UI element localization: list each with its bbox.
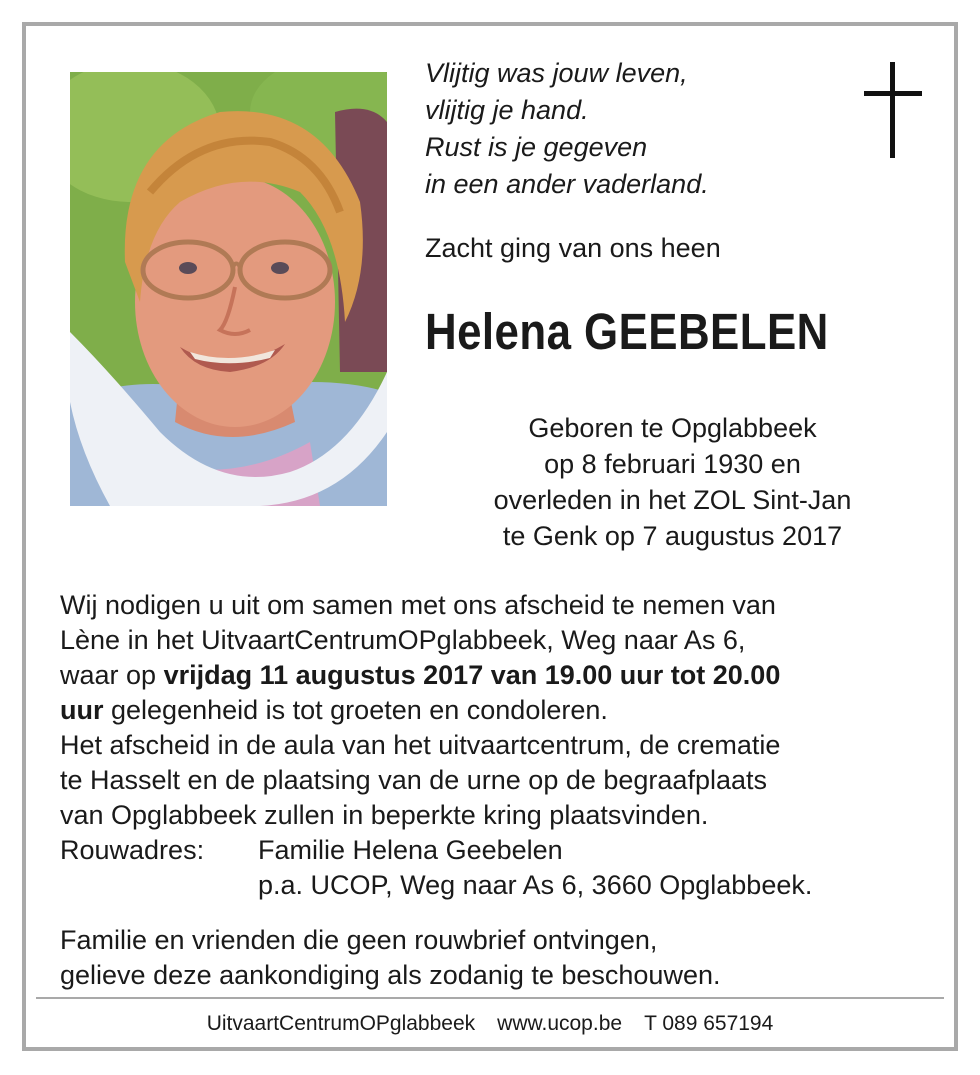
closing-line: gelieve deze aankondiging als zodanig te beschouwen. xyxy=(60,960,721,990)
invitation-text-span: gelegenheid is tot groeten en condoleren. xyxy=(103,695,608,725)
poem-line: vlijtig je hand. xyxy=(425,95,589,125)
footer-phone: T 089 657194 xyxy=(644,1012,774,1035)
invitation-line: Wij nodigen u uit om samen met ons afscheid te nemen van xyxy=(60,590,776,620)
portrait-illustration xyxy=(70,72,387,506)
intro-text: Zacht ging van ons heen xyxy=(425,233,721,263)
footer-divider xyxy=(36,997,944,999)
footer-company: UitvaartCentrumOPglabbeek xyxy=(206,1012,476,1035)
visitation-time-end: uur xyxy=(60,695,104,725)
mourning-address xyxy=(60,833,930,868)
portrait-photo xyxy=(70,72,387,506)
invitation-line: Lène in het UitvaartCentrumOPglabbeek, Weg naar As 6, xyxy=(60,625,746,655)
invitation-line xyxy=(60,658,930,693)
birth-death-line: Geboren te Opglabbeek xyxy=(528,413,817,443)
footer xyxy=(0,1010,980,1038)
birth-death-line: te Genk op 7 augustus 2017 xyxy=(502,521,843,551)
invitation-line: Het afscheid in de aula van het uitvaartcentrum, de crematie xyxy=(60,730,781,760)
invitation-line xyxy=(60,693,930,728)
invitation-line: van Opglabbeek zullen in beperkte kring plaatsvinden. xyxy=(60,800,709,830)
poem-line: Vlijtig was jouw leven, xyxy=(425,58,688,88)
cross-icon xyxy=(864,62,922,158)
invitation-text-span: waar op xyxy=(60,660,164,690)
invitation-text xyxy=(60,588,930,903)
visitation-time: vrijdag 11 augustus 2017 van 19.00 uur tot 20.00 xyxy=(163,660,781,690)
closing-line: Familie en vrienden die geen rouwbrief ontvingen, xyxy=(60,925,658,955)
birth-death-details xyxy=(440,410,905,554)
address-label: Rouwadres: xyxy=(60,835,205,865)
poem-line: Rust is je gegeven xyxy=(425,132,648,162)
poem-line: in een ander vaderland. xyxy=(425,169,709,199)
address-line: p.a. UCOP, Weg naar As 6, 3660 Opglabbeek. xyxy=(258,870,813,900)
invitation-line: te Hasselt en de plaatsing van de urne op de begraafplaats xyxy=(60,765,767,795)
footer-website[interactable]: www.ucop.be xyxy=(497,1012,623,1035)
birth-death-line: overleden in het ZOL Sint-Jan xyxy=(493,485,852,515)
poem xyxy=(425,55,845,203)
birth-death-line: op 8 februari 1930 en xyxy=(544,449,801,479)
deceased-name: Helena GEEBELEN xyxy=(425,303,829,360)
closing-text xyxy=(60,923,721,993)
address-line: Familie Helena Geebelen xyxy=(258,835,563,865)
